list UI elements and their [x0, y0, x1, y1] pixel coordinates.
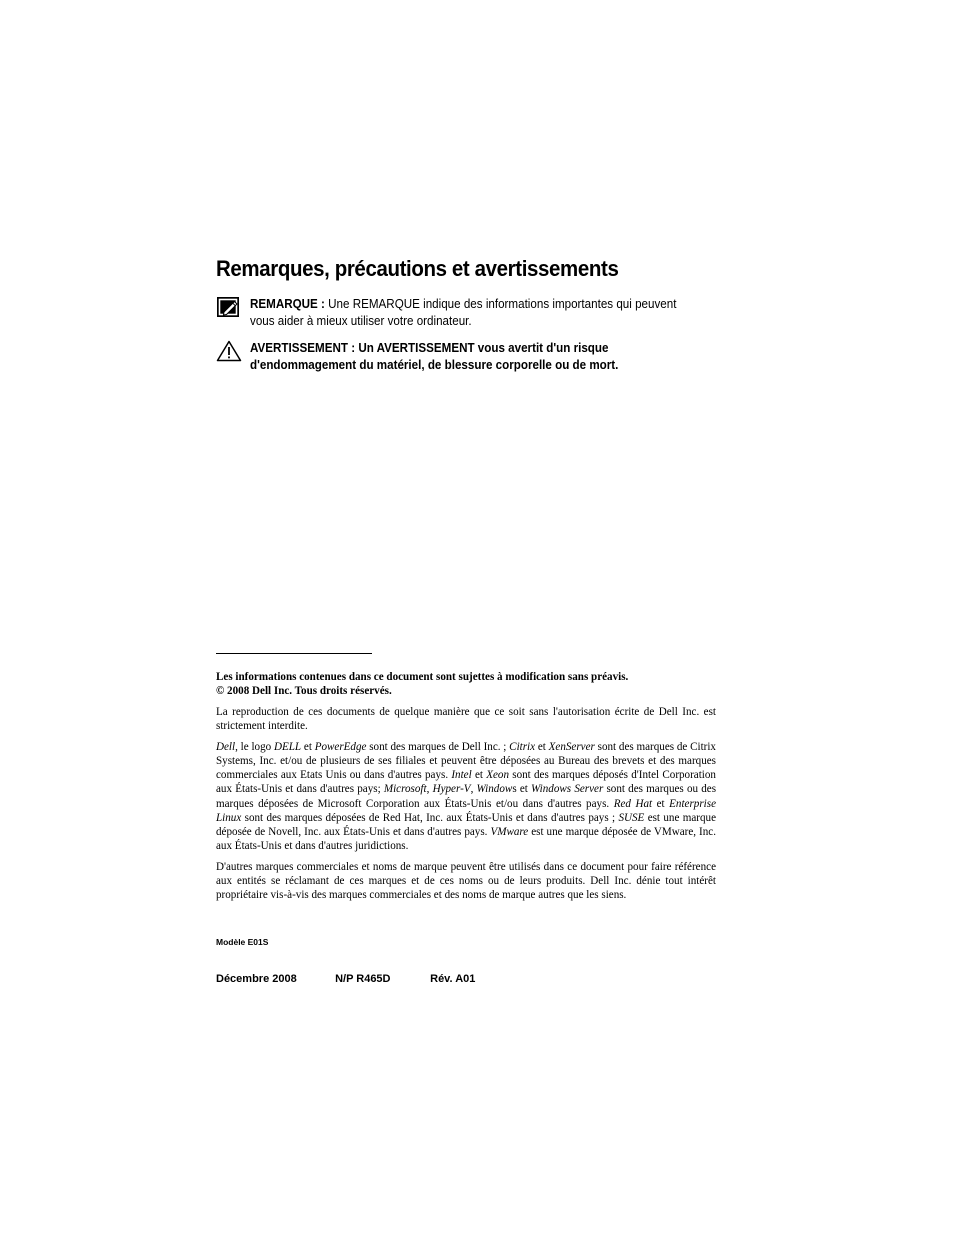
- trademark-name: DELL: [273, 740, 302, 753]
- trademark-text: ,: [470, 783, 477, 796]
- trademark-name: Window: [476, 783, 513, 796]
- note-pencil-icon: [216, 296, 242, 318]
- trademark-name: Citrix: [509, 740, 536, 753]
- trademark-name: PowerEdge: [314, 740, 367, 753]
- trademark-text: s et: [512, 783, 532, 796]
- trademark-text: et: [535, 740, 549, 753]
- legal-header: [216, 670, 716, 698]
- trademark-text: sont des marques ou des marques déposées de Microsoft Corporation aux États-Unis et/ou dans d'autres pays.: [216, 783, 717, 810]
- trademark-name: Dell: [216, 740, 236, 753]
- trademark-name: Hyper-V: [432, 783, 471, 796]
- note-text: Une REMARQUE indique des informations importantes qui peuvent vous aider à mieux utiliser votre ordinateur.: [250, 297, 677, 328]
- note-label: REMARQUE :: [250, 297, 325, 311]
- trademark-text: sont des marques déposées de Red Hat, Inc. aux États-Unis et dans d'autres pays ;: [241, 811, 619, 824]
- other-marks-paragraph: D'autres marques commerciales et noms de marque peuvent être utilisés dans ce document pour faire référence aux entités se réclamant de ces marques et de ces noms ou de leurs produits. Dell Inc. dénie tout intérêt propriétaire vis-à-vis des marques commerciales et des noms de marque autres que les siens.: [216, 860, 716, 902]
- document-footer: [216, 973, 475, 985]
- legal-notice: Les informations contenues dans ce document sont sujettes à modification sans préavis.: [216, 671, 629, 683]
- note-callout: [216, 296, 726, 330]
- trademark-text: sont des marques de Dell Inc. ;: [366, 740, 510, 753]
- trademark-text: est une marque déposée de Novell, Inc. aux États-Unis et dans d'autres pays.: [216, 811, 716, 839]
- trademark-text: et: [652, 797, 670, 810]
- warning-label: AVERTISSEMENT :: [250, 341, 356, 355]
- page-title: Remarques, précautions et avertissements: [216, 256, 619, 281]
- trademark-name: Microsoft: [383, 783, 427, 796]
- part-number: N/P R465D: [335, 973, 391, 985]
- publication-date: Décembre 2008: [216, 973, 297, 985]
- trademark-name: Xeon: [486, 769, 509, 782]
- warning-text: Un AVERTISSEMENT vous avertit d'un risque d'endommagement du matériel, de blessure corporelle ou de mort.: [250, 341, 619, 372]
- separator-rule: [216, 653, 372, 654]
- trademark-text: ,: [426, 783, 433, 796]
- trademarks-paragraph: [216, 740, 716, 854]
- trademark-name: XenServer: [548, 740, 595, 753]
- trademark-text: est une marque déposée de VMware, Inc. aux États-Unis et dans d'autres juridictions.: [216, 826, 716, 853]
- warning-triangle-icon: [216, 340, 242, 362]
- trademark-text: , le logo: [235, 740, 274, 753]
- trademark-text: et: [301, 740, 315, 753]
- trademark-name: VMware: [490, 826, 529, 839]
- trademark-text: sont des marques de Citrix Systems, Inc. et/ou de plusieurs de ses filiales et peuvent être déposées au Bureau des brevets et des marques commerciales aux Etats Unis ou dans d'autres pays.: [216, 740, 716, 782]
- trademark-name: SUSE: [618, 811, 645, 824]
- trademark-name: Enterprise Linux: [216, 797, 716, 824]
- revision: Rév. A01: [430, 973, 476, 985]
- legal-notices: [216, 670, 716, 909]
- model-number: Modèle E01S: [216, 937, 269, 947]
- trademark-text: et: [471, 769, 487, 782]
- trademark-name: Windows Server: [531, 783, 604, 796]
- copyright: © 2008 Dell Inc. Tous droits réservés.: [216, 685, 392, 698]
- trademark-name: Red Hat: [613, 797, 653, 810]
- reproduction-notice: La reproduction de ces documents de quelque manière que ce soit sans l'autorisation écrite de Dell Inc. est strictement interdite.: [216, 705, 716, 733]
- trademark-name: Intel: [451, 769, 472, 782]
- warning-callout: [216, 340, 726, 374]
- trademark-text: sont des marques déposés d'Intel Corporation aux États-Unis et dans d'autres pays;: [216, 769, 716, 796]
